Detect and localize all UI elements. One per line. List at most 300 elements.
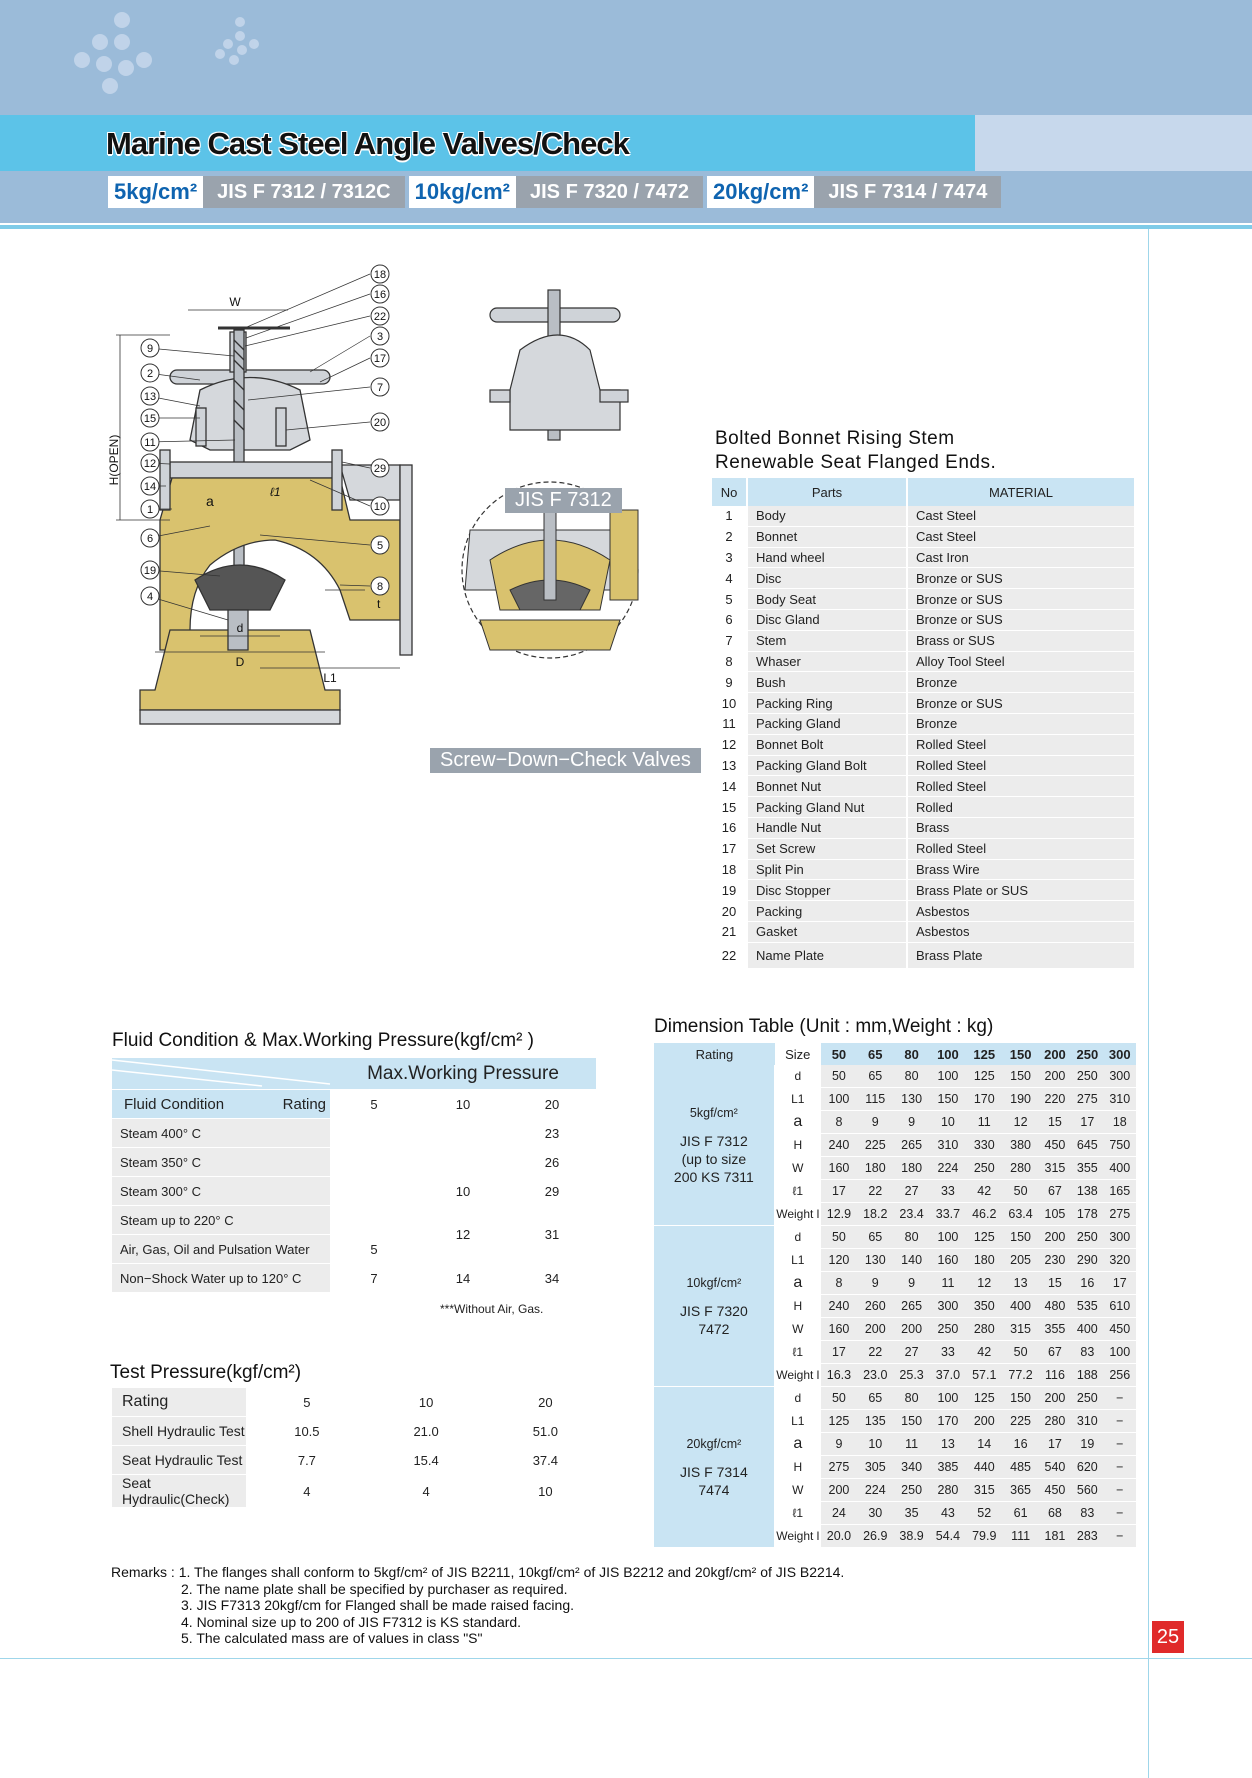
dimension-value: 485 <box>1002 1456 1038 1479</box>
dimension-value: 33 <box>930 1180 966 1203</box>
callout-number: 3 <box>376 331 384 343</box>
dimension-value: 260 <box>857 1295 893 1318</box>
part-name: Packing Gland <box>748 714 908 735</box>
dimension-value: 17 <box>821 1180 857 1203</box>
dimension-value: 9 <box>857 1111 893 1134</box>
dimension-value: 18 <box>1104 1111 1136 1134</box>
test-row <box>112 1446 606 1475</box>
part-material: Brass or SUS <box>908 631 1136 652</box>
part-name: Packing Ring <box>748 693 908 714</box>
parts-row <box>712 943 1136 969</box>
parts-row <box>712 735 1136 756</box>
parts-header-parts: Parts <box>748 478 908 506</box>
callout-number: 10 <box>373 501 387 513</box>
callout-number: 11 <box>144 437 156 449</box>
parts-row <box>712 589 1136 610</box>
dimension-value: 100 <box>930 1226 966 1249</box>
dimension-value: 300 <box>930 1295 966 1318</box>
dimension-value: 355 <box>1039 1318 1071 1341</box>
parts-row <box>712 631 1136 652</box>
dimension-value: 79.9 <box>966 1525 1002 1548</box>
fluid-condition-row: Steam 300° C <box>112 1177 330 1206</box>
dimension-value: 18.2 <box>857 1203 893 1226</box>
dimension-value: 23.4 <box>893 1203 929 1226</box>
dimension-value: 290 <box>1071 1249 1103 1272</box>
part-material: Asbestos <box>908 922 1136 943</box>
dimension-value: 535 <box>1071 1295 1103 1318</box>
dimension-size-header: 50 <box>821 1043 857 1065</box>
dim-label-L1: L1 <box>323 671 337 685</box>
fluid-condition-row: Steam 350° C <box>112 1148 330 1177</box>
test-value: 10.5 <box>248 1417 367 1446</box>
test-row <box>112 1475 606 1508</box>
callout-number: 13 <box>143 391 157 403</box>
dimension-value: 30 <box>857 1502 893 1525</box>
part-name: Disc <box>748 568 908 589</box>
dimension-value: 25.3 <box>893 1364 929 1387</box>
part-name: Whaser <box>748 652 908 673</box>
part-material: Alloy Tool Steel <box>908 652 1136 673</box>
callout-number: 4 <box>146 591 154 603</box>
parts-row <box>712 548 1136 569</box>
part-name: Body Seat <box>748 589 908 610</box>
caption-jis-f-7312: JIS F 7312 <box>505 488 622 513</box>
part-number: 7 <box>712 631 748 652</box>
badge-standard-10: JIS F 7320 / 7472 <box>516 176 703 208</box>
rating-group-line <box>654 1122 774 1132</box>
fluid-value: 7 <box>330 1264 418 1293</box>
part-name: Name Plate <box>748 943 908 969</box>
max-working-pressure-header: Max.Working Pressure <box>330 1058 596 1090</box>
dimension-rating-group <box>654 1065 775 1226</box>
dim-label-d: d <box>236 621 244 635</box>
dim-label-D: D <box>235 655 245 669</box>
dimension-symbol: a <box>775 1433 821 1456</box>
dimension-value: 400 <box>1002 1295 1038 1318</box>
dimension-value: 150 <box>1002 1065 1038 1088</box>
part-material: Brass Plate <box>908 943 1136 969</box>
fluid-value: 12 <box>418 1206 508 1264</box>
parts-row <box>712 672 1136 693</box>
test-value: 37.4 <box>487 1446 606 1475</box>
dimension-value: − <box>1104 1456 1136 1479</box>
dimension-value: 200 <box>966 1410 1002 1433</box>
dimension-value: 11 <box>930 1272 966 1295</box>
dimension-value: 37.0 <box>930 1364 966 1387</box>
dimension-value: 280 <box>1002 1157 1038 1180</box>
callout-number: 22 <box>373 311 387 323</box>
dimension-symbol: d <box>775 1065 821 1088</box>
decorative-dots <box>70 8 290 108</box>
test-label: Shell Hydraulic Test <box>112 1417 248 1446</box>
rating-group-line: 7474 <box>698 1482 730 1498</box>
dimension-value: 9 <box>893 1111 929 1134</box>
dimension-value: 43 <box>930 1502 966 1525</box>
dimension-value: 67 <box>1039 1341 1071 1364</box>
dimension-value: 140 <box>893 1249 929 1272</box>
dimension-value: − <box>1104 1479 1136 1502</box>
dimension-symbol: L1 <box>775 1088 821 1111</box>
part-number: 10 <box>712 693 748 714</box>
dimension-value: − <box>1104 1502 1136 1525</box>
dimension-rating-group <box>654 1387 775 1548</box>
part-number: 5 <box>712 589 748 610</box>
description-line-2: Renewable Seat Flanged Ends. <box>715 452 997 473</box>
dimension-value: 610 <box>1104 1295 1136 1318</box>
title-band-right <box>975 115 1252 171</box>
dimension-value: 220 <box>1039 1088 1071 1111</box>
dimension-row <box>654 1065 1136 1088</box>
dimension-value: 165 <box>1104 1180 1136 1203</box>
dimension-value: 180 <box>857 1157 893 1180</box>
dimension-value: 180 <box>966 1249 1002 1272</box>
dimension-value: 280 <box>930 1479 966 1502</box>
dimension-value: 125 <box>966 1065 1002 1088</box>
part-number: 17 <box>712 839 748 860</box>
badge-pressure-20: 20kg/cm² <box>707 176 814 208</box>
dimension-size-header: 65 <box>857 1043 893 1065</box>
dimension-value: 10 <box>857 1433 893 1456</box>
dimension-value: 200 <box>821 1479 857 1502</box>
remark-item <box>111 1564 844 1581</box>
part-material: Cast Iron <box>908 548 1136 569</box>
dimension-rating-header: Rating <box>654 1043 775 1065</box>
dimension-value: 17 <box>1039 1433 1071 1456</box>
test-value: 20 <box>487 1388 606 1417</box>
test-label: Rating <box>112 1388 248 1417</box>
dimension-value: 17 <box>821 1341 857 1364</box>
parts-row <box>712 568 1136 589</box>
test-value: 51.0 <box>487 1417 606 1446</box>
dimension-value: 83 <box>1071 1502 1103 1525</box>
rating-group-line: (up to size <box>681 1151 747 1167</box>
page-title: Marine Cast Steel Angle Valves/Check <box>106 126 629 161</box>
part-material: Brass <box>908 818 1136 839</box>
fluid-value: 31 <box>508 1206 596 1264</box>
divider <box>0 225 1252 229</box>
parts-row <box>712 797 1136 818</box>
description-line-1: Bolted Bonnet Rising Stem <box>715 428 955 449</box>
callout-number: 18 <box>373 269 387 281</box>
dimension-value: − <box>1104 1387 1136 1410</box>
dimension-symbol: ℓ1 <box>775 1180 821 1203</box>
part-number: 11 <box>712 714 748 735</box>
dimension-value: 35 <box>893 1502 929 1525</box>
dimension-value: 440 <box>966 1456 1002 1479</box>
rating-group-line: 7472 <box>698 1321 730 1337</box>
dimension-value: 180 <box>893 1157 929 1180</box>
part-number: 13 <box>712 756 748 777</box>
dimension-rating-group <box>654 1226 775 1387</box>
part-number: 12 <box>712 735 748 756</box>
dimension-value: 181 <box>1039 1525 1071 1548</box>
dimension-value: 11 <box>893 1433 929 1456</box>
dimension-value: 170 <box>930 1410 966 1433</box>
dimension-value: 200 <box>1039 1226 1071 1249</box>
dimension-value: 50 <box>821 1387 857 1410</box>
callout-number: 15 <box>143 413 157 425</box>
dimension-value: 8 <box>821 1111 857 1134</box>
dimension-value: 120 <box>821 1249 857 1272</box>
dimension-value: 17 <box>1071 1111 1103 1134</box>
rating-badges <box>108 176 1005 208</box>
callout-number: 12 <box>143 458 157 470</box>
dimension-value: 80 <box>893 1387 929 1410</box>
dimension-value: 265 <box>893 1295 929 1318</box>
dimension-size-header: 200 <box>1039 1043 1071 1065</box>
fluid-value: 26 <box>508 1148 596 1177</box>
callout-number: 8 <box>376 581 384 593</box>
dimension-value: 275 <box>1104 1203 1136 1226</box>
test-value: 4 <box>368 1475 487 1508</box>
dimension-value: 305 <box>857 1456 893 1479</box>
part-material: Bronze <box>908 672 1136 693</box>
dimension-value: 450 <box>1039 1134 1071 1157</box>
part-number: 21 <box>712 922 748 943</box>
dimension-symbol: ℓ1 <box>775 1502 821 1525</box>
part-material: Asbestos <box>908 901 1136 922</box>
dimension-value: 9 <box>857 1272 893 1295</box>
fluid-condition-row: Air, Gas, Oil and Pulsation Water <box>112 1235 330 1264</box>
rating-group-line: JIS F 7312 <box>680 1133 748 1149</box>
dimension-value: − <box>1104 1410 1136 1433</box>
parts-row <box>712 693 1136 714</box>
part-number: 14 <box>712 776 748 797</box>
caption-check-valves: Screw−Down−Check Valves <box>430 748 701 773</box>
fluid-value: 5 <box>330 1235 418 1264</box>
part-material: Rolled <box>908 797 1136 818</box>
dimension-value: 200 <box>893 1318 929 1341</box>
test-label: Seat Hydraulic Test <box>112 1446 248 1475</box>
dimension-value: 50 <box>1002 1341 1038 1364</box>
dimension-value: 340 <box>893 1456 929 1479</box>
part-material: Bronze or SUS <box>908 568 1136 589</box>
dimension-value: 42 <box>966 1180 1002 1203</box>
dimension-symbol: a <box>775 1111 821 1134</box>
dimension-value: 540 <box>1039 1456 1071 1479</box>
test-value: 21.0 <box>368 1417 487 1446</box>
badge-pressure-10: 10kg/cm² <box>409 176 516 208</box>
dimension-value: 400 <box>1071 1318 1103 1341</box>
fluid-value: 23 <box>508 1119 596 1148</box>
dimension-value: − <box>1104 1525 1136 1548</box>
test-value: 7.7 <box>248 1446 367 1475</box>
dimension-value: 15 <box>1039 1272 1071 1295</box>
dimension-symbol: ℓ1 <box>775 1341 821 1364</box>
dimension-value: 250 <box>1071 1065 1103 1088</box>
dimension-value: 8 <box>821 1272 857 1295</box>
dimension-value: 250 <box>966 1157 1002 1180</box>
badge-standard-20: JIS F 7314 / 7474 <box>814 176 1001 208</box>
dimension-value: 138 <box>1071 1180 1103 1203</box>
dimension-value: 225 <box>857 1134 893 1157</box>
dimension-symbol: W <box>775 1479 821 1502</box>
dimension-value: 350 <box>966 1295 1002 1318</box>
dimension-value: 42 <box>966 1341 1002 1364</box>
rating-group-line <box>654 1292 774 1302</box>
fluid-condition-label: Fluid Condition <box>124 1095 225 1113</box>
dimension-value: 160 <box>821 1318 857 1341</box>
dimension-value: 160 <box>930 1249 966 1272</box>
dimension-value: 17 <box>1104 1272 1136 1295</box>
part-material: Bronze or SUS <box>908 610 1136 631</box>
dimension-value: 355 <box>1071 1157 1103 1180</box>
part-number: 4 <box>712 568 748 589</box>
dimension-value: 22 <box>857 1180 893 1203</box>
dimension-value: 33.7 <box>930 1203 966 1226</box>
remark-text: 2. The name plate shall be specified by purchaser as required. <box>181 1580 568 1597</box>
rating-group-line: 10kgf/cm² <box>686 1276 742 1290</box>
dimension-value: 135 <box>857 1410 893 1433</box>
part-name: Disc Gland <box>748 610 908 631</box>
dimension-value: 300 <box>1104 1065 1136 1088</box>
dimension-value: 12 <box>966 1272 1002 1295</box>
dimension-value: 310 <box>930 1134 966 1157</box>
callout-number: 5 <box>376 540 384 552</box>
dimension-value: 130 <box>857 1249 893 1272</box>
rating-group-line: 5kgf/cm² <box>689 1106 738 1120</box>
dimension-symbol: Weight l <box>775 1525 821 1548</box>
part-material: Brass Wire <box>908 860 1136 881</box>
dim-label-l1-small: ℓ1 <box>270 485 281 499</box>
dimension-value: 100 <box>930 1387 966 1410</box>
dim-label-a: a <box>206 493 214 509</box>
dimension-value: 178 <box>1071 1203 1103 1226</box>
part-material: Cast Steel <box>908 527 1136 548</box>
dimension-value: 188 <box>1071 1364 1103 1387</box>
badge-standard-5: JIS F 7312 / 7312C <box>203 176 404 208</box>
dimension-symbol: d <box>775 1226 821 1249</box>
dimension-value: 77.2 <box>1002 1364 1038 1387</box>
dimension-value: − <box>1104 1433 1136 1456</box>
dimension-value: 365 <box>1002 1479 1038 1502</box>
callout-number: 19 <box>143 565 157 577</box>
remark-text: 5. The calculated mass are of values in class "S" <box>181 1630 483 1646</box>
fluid-condition-row: Steam up to 220° C <box>112 1206 330 1235</box>
callout-number: 16 <box>373 289 387 301</box>
dimension-value: 385 <box>930 1456 966 1479</box>
dimension-value: 250 <box>893 1479 929 1502</box>
dimension-symbol: H <box>775 1295 821 1318</box>
dimension-value: 33 <box>930 1341 966 1364</box>
dimension-value: 125 <box>966 1226 1002 1249</box>
part-name: Packing Gland Nut <box>748 797 908 818</box>
dimension-value: 200 <box>1039 1065 1071 1088</box>
remark-item <box>111 1614 844 1631</box>
parts-row <box>712 506 1136 527</box>
dimension-value: 250 <box>1071 1387 1103 1410</box>
dimension-value: 310 <box>1104 1088 1136 1111</box>
dimension-value: 450 <box>1104 1318 1136 1341</box>
part-number: 19 <box>712 880 748 901</box>
dimension-value: 65 <box>857 1387 893 1410</box>
part-number: 3 <box>712 548 748 569</box>
part-number: 22 <box>712 943 748 969</box>
part-name: Disc Stopper <box>748 880 908 901</box>
dimension-value: 190 <box>1002 1088 1038 1111</box>
part-material: Bronze <box>908 714 1136 735</box>
part-name: Bonnet Bolt <box>748 735 908 756</box>
part-material: Rolled Steel <box>908 735 1136 756</box>
dimension-value: 300 <box>1104 1226 1136 1249</box>
dimension-symbol: W <box>775 1157 821 1180</box>
dimension-value: 13 <box>1002 1272 1038 1295</box>
part-name: Set Screw <box>748 839 908 860</box>
dimension-value: 26.9 <box>857 1525 893 1548</box>
dimension-symbol: L1 <box>775 1249 821 1272</box>
test-pressure-table <box>112 1388 606 1508</box>
dim-label-t: t <box>377 597 381 611</box>
dimension-value: 205 <box>1002 1249 1038 1272</box>
dimension-value: 24 <box>821 1502 857 1525</box>
fluid-rating-header <box>112 1090 330 1119</box>
test-row <box>112 1417 606 1446</box>
dimension-value: 645 <box>1071 1134 1103 1157</box>
part-name: Packing <box>748 901 908 922</box>
dimension-value: 240 <box>821 1295 857 1318</box>
dimension-value: 52 <box>966 1502 1002 1525</box>
callout-number: 9 <box>146 343 154 355</box>
dimension-value: 380 <box>1002 1134 1038 1157</box>
dimension-value: 19 <box>1071 1433 1103 1456</box>
fluid-value: 10 <box>418 1177 508 1206</box>
dimension-value: 83 <box>1071 1341 1103 1364</box>
parts-row <box>712 756 1136 777</box>
dimension-table-heading: Dimension Table (Unit : mm,Weight : kg) <box>654 1016 994 1037</box>
remark-item <box>111 1581 844 1598</box>
dimension-symbol: Weight l <box>775 1364 821 1387</box>
dimension-row <box>654 1387 1136 1410</box>
parts-row <box>712 652 1136 673</box>
remarks <box>111 1564 844 1647</box>
part-material: Bronze or SUS <box>908 693 1136 714</box>
dimension-value: 50 <box>821 1226 857 1249</box>
parts-row <box>712 527 1136 548</box>
dimension-value: 16.3 <box>821 1364 857 1387</box>
diagonal-lines-icon <box>112 1058 330 1086</box>
dimension-value: 12.9 <box>821 1203 857 1226</box>
dimension-value: 23.0 <box>857 1364 893 1387</box>
dimension-value: 63.4 <box>1002 1203 1038 1226</box>
fluid-rating-5: 5 <box>330 1090 418 1119</box>
dimension-size-header: 300 <box>1104 1043 1136 1065</box>
rating-group-line: JIS F 7314 <box>680 1464 748 1480</box>
parts-header-material: MATERIAL <box>908 478 1136 506</box>
dimension-value: 130 <box>893 1088 929 1111</box>
part-number: 1 <box>712 506 748 527</box>
dimension-value: 100 <box>930 1065 966 1088</box>
rating-group-line <box>654 1453 774 1463</box>
part-name: Handle Nut <box>748 818 908 839</box>
dimension-value: 46.2 <box>966 1203 1002 1226</box>
dimension-value: 224 <box>857 1479 893 1502</box>
dimension-value: 9 <box>821 1433 857 1456</box>
dimension-row <box>654 1226 1136 1249</box>
fluid-condition-row: Non−Shock Water up to 120° C <box>112 1264 330 1293</box>
parts-table <box>712 478 1136 969</box>
parts-row <box>712 901 1136 922</box>
dimension-value: 275 <box>821 1456 857 1479</box>
dimension-value: 50 <box>1002 1180 1038 1203</box>
test-label: Seat Hydraulic(Check) <box>112 1475 248 1508</box>
dimension-value: 68 <box>1039 1502 1071 1525</box>
dimension-value: 61 <box>1002 1502 1038 1525</box>
test-value: 10 <box>487 1475 606 1508</box>
parts-row <box>712 839 1136 860</box>
remark-item <box>111 1597 844 1614</box>
callout-number: 6 <box>146 533 154 545</box>
dimension-value: 750 <box>1104 1134 1136 1157</box>
